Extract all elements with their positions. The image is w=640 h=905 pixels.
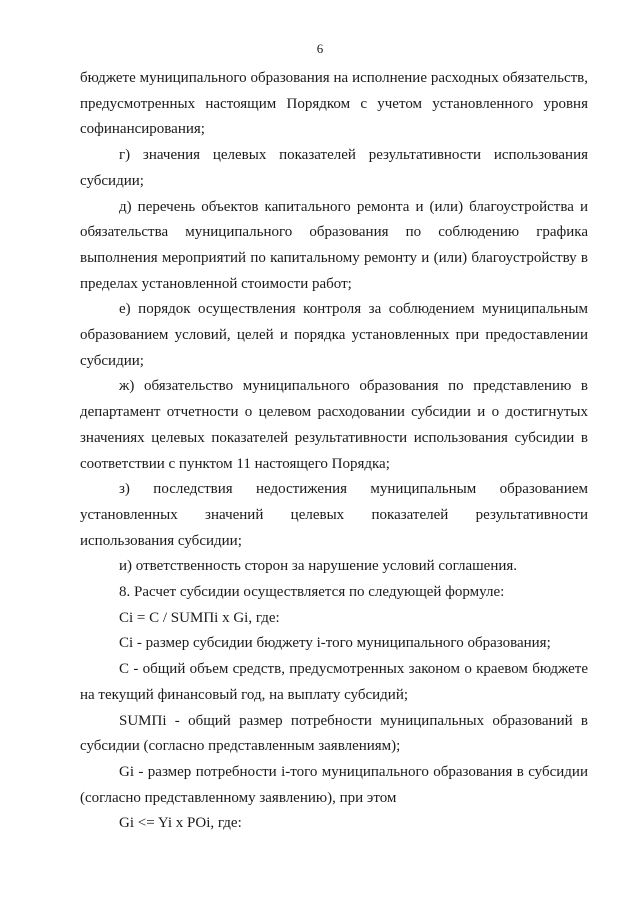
- paragraph-item-zh: ж) обязательство муниципального образования по представлению в департамент отчетности о целевом расходовании субсидии и о достигнутых значениях целевых показателей результативности использования субсидии в соответствии с пунктом 11 настоящего Порядка;: [80, 378, 588, 472]
- page-number: 6: [316, 41, 324, 56]
- paragraph-budget-obligations: бюджете муниципального образования на исполнение расходных обязательств, предусмотренных настоящим Порядком с учетом установленного уровня софинансирования;: [80, 70, 588, 138]
- formula-gi-limit: Gi <= Yi x POi, где:: [119, 815, 242, 832]
- paragraph-item-i: и) ответственность сторон за нарушение условий соглашения.: [119, 558, 518, 575]
- definition-ci: Ci - размер субсидии бюджету i-того муниципального образования;: [119, 635, 551, 652]
- paragraph-section-8: 8. Расчет субсидии осуществляется по следующей формуле:: [119, 584, 505, 601]
- paragraph-item-z: з) последствия недостижения муниципальным образованием установленных значений целевых показателей результативности использования субсидии;: [80, 481, 588, 549]
- formula-subsidy: Ci = C / SUMПi x Gi, где:: [119, 609, 280, 626]
- definition-sum-pi: SUMПi - общий размер потребности муниципальных образований в субсидии (согласно представленным заявлениям);: [80, 712, 588, 755]
- paragraph-item-d: д) перечень объектов капитального ремонта и (или) благоустройства и обязательства муниципального образования по соблюдению графика выполнения мероприятий по капитальному ремонту и (или) благоустройству в пределах установленной стоимости работ;: [80, 198, 588, 292]
- definition-c: C - общий объем средств, предусмотренных законом о краевом бюджете на текущий финансовый год, на выплату субсидий;: [80, 661, 588, 703]
- definition-gi: Gi - размер потребности i-того муниципального образования в субсидии (согласно представленному заявлению), при этом: [80, 763, 588, 806]
- paragraph-item-g: г) значения целевых показателей результативности использования субсидии;: [80, 147, 588, 189]
- document-body: [80, 66, 588, 837]
- paragraph-item-e: е) порядок осуществления контроля за соблюдением муниципальным образованием условий, целей и порядка установленных при предоставлении субсидии;: [80, 301, 588, 369]
